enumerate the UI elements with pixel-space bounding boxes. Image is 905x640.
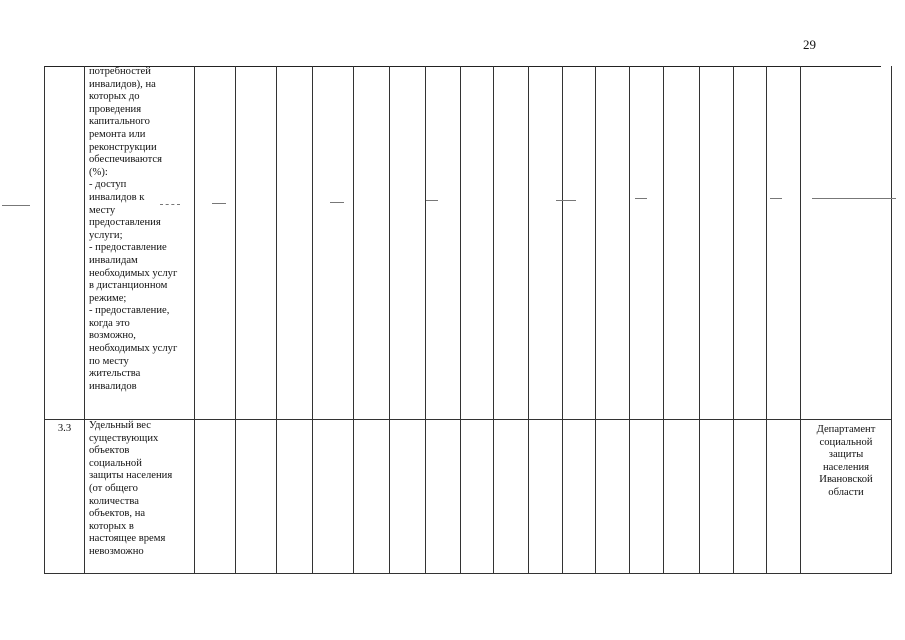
responsible-line: области — [828, 486, 864, 498]
value-cell — [596, 66, 630, 420]
value-cell — [767, 66, 801, 420]
responsible-line: Департамент — [816, 424, 876, 435]
value-cell — [354, 66, 390, 420]
description-line: ремонта или — [89, 128, 146, 140]
responsible-cell — [801, 66, 892, 420]
description-line: проведения — [89, 103, 142, 115]
value-cell — [236, 420, 277, 574]
scan-mark — [160, 204, 180, 205]
value-cell — [313, 420, 354, 574]
description-line: количества — [89, 495, 139, 507]
description-line: инвалидов к — [89, 191, 145, 203]
value-cell — [664, 420, 700, 574]
value-cell — [461, 66, 494, 420]
description-line: капитального — [89, 116, 150, 128]
description-line: - доступ — [89, 179, 127, 191]
indicator-table — [44, 66, 892, 574]
value-cell — [195, 66, 236, 420]
description-line: потребностей — [89, 66, 151, 77]
value-cell — [236, 66, 277, 420]
description-line: жительства — [89, 368, 141, 380]
scan-mark — [2, 205, 30, 206]
page-number: 29 — [803, 37, 816, 52]
description-line: которых до — [89, 91, 140, 103]
description-line: услуги; — [89, 229, 123, 241]
value-cell — [630, 66, 664, 420]
description-line: (%): — [89, 166, 108, 178]
table-row — [45, 66, 892, 420]
value-cell — [461, 420, 494, 574]
value-cell — [529, 420, 563, 574]
description-line: предоставления — [89, 217, 161, 229]
description-line: инвалидам — [89, 254, 138, 266]
value-cell — [494, 66, 529, 420]
description-line: - предоставление — [89, 242, 167, 254]
value-cell — [664, 66, 700, 420]
description-line: месту — [89, 204, 116, 216]
description-line: объектов, на — [89, 508, 146, 520]
scan-mark — [635, 198, 647, 199]
description-line: Удельный вес — [89, 420, 151, 431]
scan-mark — [770, 198, 782, 199]
value-cell — [563, 420, 596, 574]
description-line: необходимых услуг — [89, 343, 178, 355]
description-line: которых в — [89, 520, 134, 532]
description-line: объектов — [89, 445, 130, 457]
value-cell — [390, 66, 426, 420]
value-cell — [734, 66, 767, 420]
description-line: в дистанционном — [89, 280, 168, 292]
description-line: необходимых услуг — [89, 267, 178, 279]
description-line: защиты населения — [89, 470, 173, 482]
description-line: невозможно — [89, 545, 144, 557]
scan-mark — [212, 203, 226, 204]
value-cell — [277, 420, 313, 574]
value-cell — [426, 66, 461, 420]
description-line: обеспечиваются — [89, 154, 162, 166]
scan-mark — [330, 202, 344, 203]
description-line: настоящее время — [89, 533, 166, 545]
value-cell — [354, 420, 390, 574]
table-row — [45, 420, 892, 574]
scan-mark — [426, 200, 438, 201]
responsible-line: населения — [822, 461, 870, 473]
row-description — [85, 420, 195, 574]
value-cell — [734, 420, 767, 574]
row-number — [45, 66, 85, 420]
row-number: 3.3 — [45, 420, 85, 574]
description-line: инвалидов), на — [89, 78, 156, 90]
value-cell — [277, 66, 313, 420]
description-line: реконструкции — [89, 141, 157, 153]
value-cell — [596, 420, 630, 574]
value-cell — [630, 420, 664, 574]
description-line: инвалидов — [89, 380, 137, 392]
description-line: существующих — [89, 432, 159, 444]
description-line: социальной — [89, 457, 142, 469]
value-cell — [700, 420, 734, 574]
value-cell — [390, 420, 426, 574]
scan-mark — [812, 198, 896, 199]
description-line: по месту — [89, 355, 129, 367]
scan-mark — [556, 200, 576, 201]
value-cell — [494, 420, 529, 574]
value-cell — [700, 66, 734, 420]
responsible-line: Ивановской — [819, 474, 873, 486]
value-cell — [529, 66, 563, 420]
value-cell — [426, 420, 461, 574]
responsible-line: социальной — [819, 436, 873, 448]
value-cell — [313, 66, 354, 420]
value-cell — [195, 420, 236, 574]
responsible-cell — [801, 420, 892, 574]
responsible-line: защиты — [828, 449, 864, 461]
description-line: - предоставление, — [89, 305, 170, 317]
description-line: (от общего — [89, 482, 138, 494]
row-description — [85, 66, 195, 420]
value-cell — [563, 66, 596, 420]
description-line: режиме; — [89, 292, 127, 304]
description-line: когда это — [89, 317, 130, 329]
value-cell — [767, 420, 801, 574]
description-line: возможно, — [89, 330, 136, 342]
